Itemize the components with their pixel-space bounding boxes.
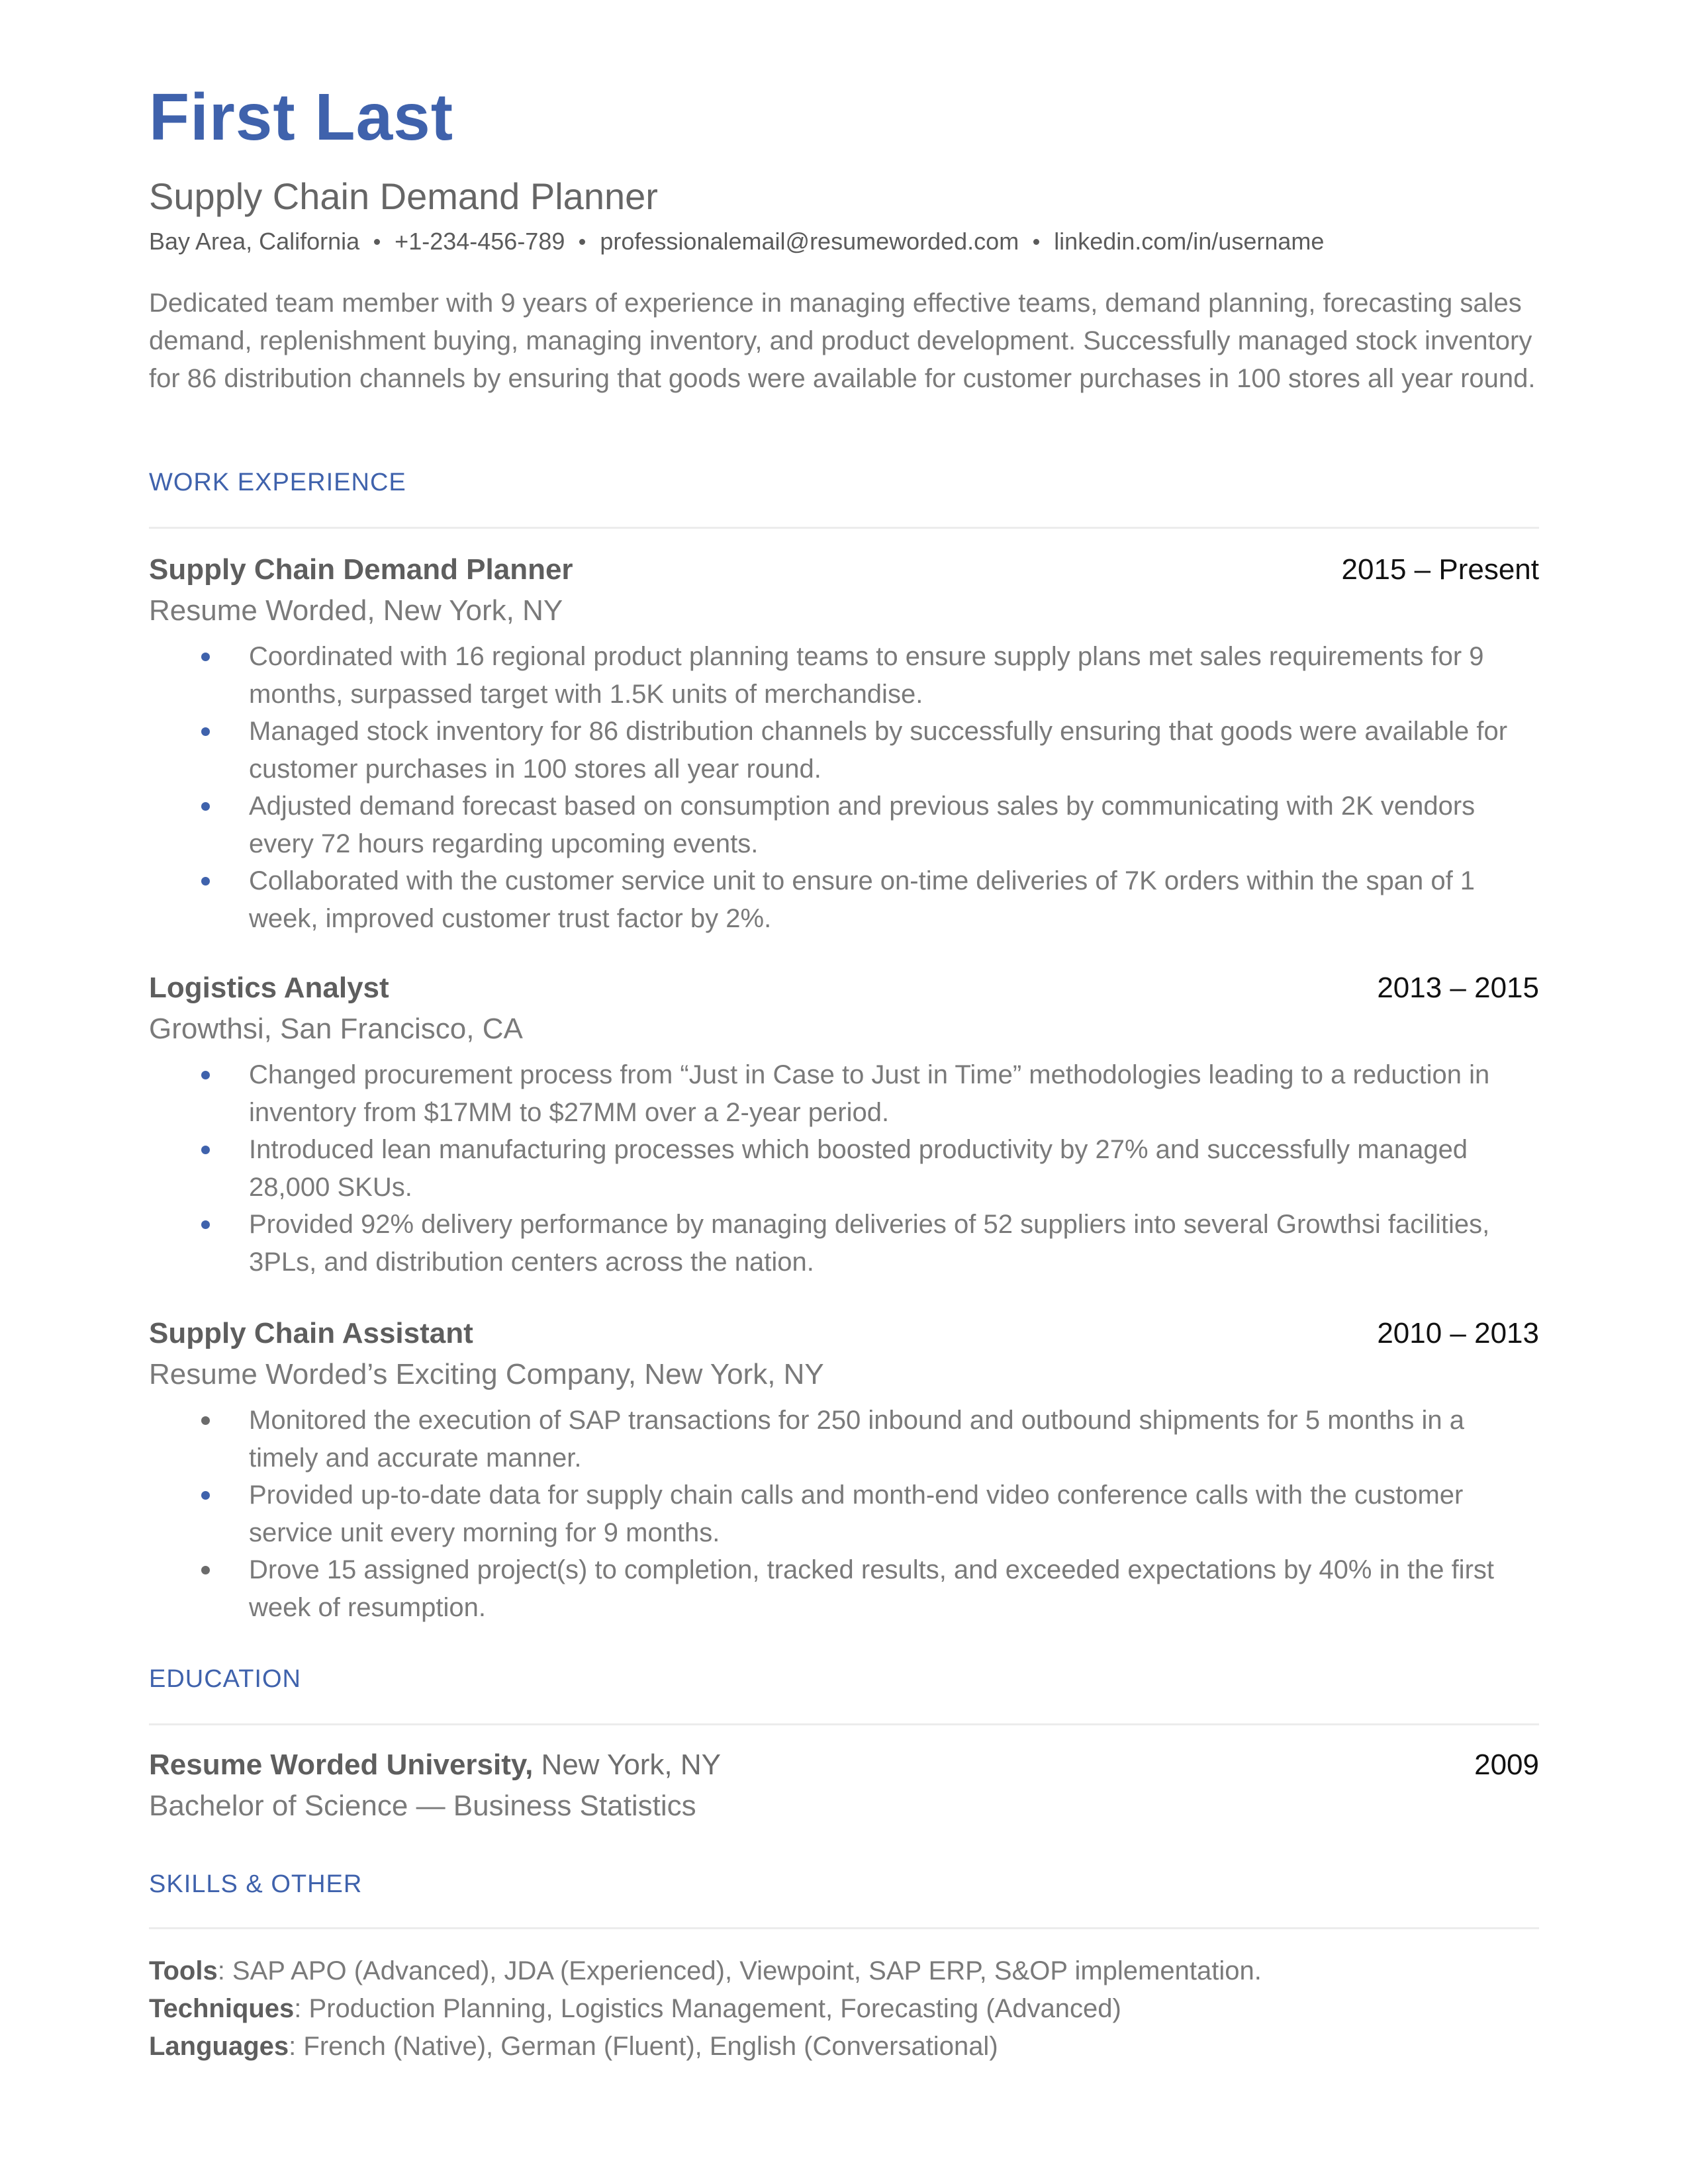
job-role: Supply Chain Assistant — [149, 1317, 473, 1349]
bullet-dot-icon — [201, 1071, 210, 1079]
separator-dot — [374, 239, 380, 245]
skills-row-tools — [149, 1952, 1539, 1990]
job-company: Resume Worded, New York, NY — [149, 594, 563, 627]
job-bullets — [149, 638, 1539, 937]
bullet-text: Coordinated with 16 regional product planning teams to ensure supply plans met sales requirements for 9 months, surpassed target with 1.5K units of merchandise. — [249, 642, 1484, 709]
job-company: Growthsi, San Francisco, CA — [149, 1013, 523, 1045]
section-divider — [149, 1927, 1539, 1929]
skills-label: Tools — [149, 1956, 218, 1985]
skills-label: Languages — [149, 2032, 289, 2061]
list-item — [149, 1402, 1539, 1477]
job-role: Logistics Analyst — [149, 972, 389, 1004]
bullet-dot-icon — [201, 802, 210, 811]
bullet-dot-icon — [201, 1416, 210, 1425]
contact-linkedin[interactable]: linkedin.com/in/username — [1054, 228, 1325, 255]
job-bullets — [149, 1056, 1539, 1281]
list-item — [149, 1551, 1539, 1626]
education-school: Resume Worded University, — [149, 1749, 534, 1781]
job-role: Supply Chain Demand Planner — [149, 553, 573, 586]
skills-value: : Production Planning, Logistics Management, Forecasting (Advanced) — [294, 1994, 1121, 2023]
skills-list — [149, 1952, 1539, 2066]
list-item — [149, 1477, 1539, 1551]
bullet-dot-icon — [201, 1146, 210, 1154]
section-title-work: WORK EXPERIENCE — [149, 469, 406, 496]
contact-location: Bay Area, California — [149, 228, 360, 255]
candidate-name: First Last — [149, 80, 454, 154]
bullet-dot-icon — [201, 877, 210, 886]
bullet-dot-icon — [201, 1566, 210, 1574]
summary: Dedicated team member with 9 years of experience in managing effective teams, demand planning, forecasting sales demand, replenishment buying, managing inventory, and product development. Successfully managed stock inventory for 86 distribution channels by ensuring that goods were available for customer purchases in 100 stores all year round. — [149, 289, 1536, 393]
bullet-text: Drove 15 assigned project(s) to completion, tracked results, and exceeded expectations by 40% in the first week of resumption. — [249, 1555, 1494, 1622]
job-bullets — [149, 1402, 1539, 1626]
list-item — [149, 862, 1539, 937]
separator-dot — [579, 239, 585, 245]
bullet-text: Adjusted demand forecast based on consumption and previous sales by communicating with 2K vendors every 72 hours regarding upcoming events. — [249, 792, 1476, 858]
section-title-education: EDUCATION — [149, 1665, 301, 1693]
bullet-text: Managed stock inventory for 86 distribution channels by successfully ensuring that goods were available for customer purchases in 100 stores all year round. — [249, 717, 1508, 784]
contact-line — [149, 228, 1324, 255]
section-title-skills: SKILLS & OTHER — [149, 1870, 363, 1898]
job-entry — [149, 1317, 1539, 1626]
job-dates: 2010 – 2013 — [1377, 1317, 1539, 1349]
list-item — [149, 638, 1539, 713]
bullet-dot-icon — [201, 1220, 210, 1229]
skills-value: : SAP APO (Advanced), JDA (Experienced), Viewpoint, SAP ERP, S&OP implementation. — [217, 1956, 1262, 1985]
list-item — [149, 788, 1539, 862]
skills-label: Techniques — [149, 1994, 295, 2023]
bullet-dot-icon — [201, 653, 210, 661]
contact-phone[interactable]: +1-234-456-789 — [395, 228, 565, 255]
skills-row-techniques — [149, 1990, 1539, 2028]
bullet-text: Changed procurement process from “Just in Case to Just in Time” methodologies leading to a reduction in inventory from $17MM to $27MM over a 2-year period. — [249, 1060, 1490, 1127]
job-entry — [149, 972, 1539, 1281]
job-dates: 2015 – Present — [1341, 553, 1539, 586]
bullet-text: Monitored the execution of SAP transactions for 250 inbound and outbound shipments for 5 months in a timely and accurate manner. — [249, 1406, 1464, 1473]
education-entry — [149, 1749, 1539, 1823]
bullet-text: Introduced lean manufacturing processes which boosted productivity by 27% and successfully managed 28,000 SKUs. — [249, 1135, 1468, 1202]
job-entry — [149, 553, 1539, 937]
bullet-text: Collaborated with the customer service unit to ensure on-time deliveries of 7K orders within the span of 1 week, improved customer trust factor by 2%. — [249, 866, 1476, 933]
contact-email[interactable]: professionalemail@resumeworded.com — [600, 228, 1019, 255]
education-location: New York, NY — [533, 1749, 722, 1781]
job-company: Resume Worded’s Exciting Company, New York, NY — [149, 1358, 824, 1390]
list-item — [149, 1131, 1539, 1206]
list-item — [149, 1206, 1539, 1281]
candidate-title: Supply Chain Demand Planner — [149, 175, 658, 217]
section-divider — [149, 1723, 1539, 1725]
skills-row-languages — [149, 2028, 1539, 2066]
education-year: 2009 — [1474, 1749, 1539, 1781]
skills-value: : French (Native), German (Fluent), English (Conversational) — [289, 2032, 998, 2061]
separator-dot — [1033, 239, 1039, 245]
list-item — [149, 713, 1539, 788]
section-divider — [149, 527, 1539, 529]
bullet-text: Provided 92% delivery performance by managing deliveries of 52 suppliers into several Growthsi facilities, 3PLs, and distribution centers across the nation. — [249, 1210, 1490, 1277]
bullet-dot-icon — [201, 1491, 210, 1500]
bullet-dot-icon — [201, 727, 210, 736]
list-item — [149, 1056, 1539, 1131]
education-degree: Bachelor of Science — Business Statistics — [149, 1790, 696, 1822]
job-dates: 2013 – 2015 — [1377, 972, 1539, 1004]
bullet-text: Provided up-to-date data for supply chain calls and month-end video conference calls with the customer service unit every morning for 9 months. — [249, 1480, 1464, 1547]
